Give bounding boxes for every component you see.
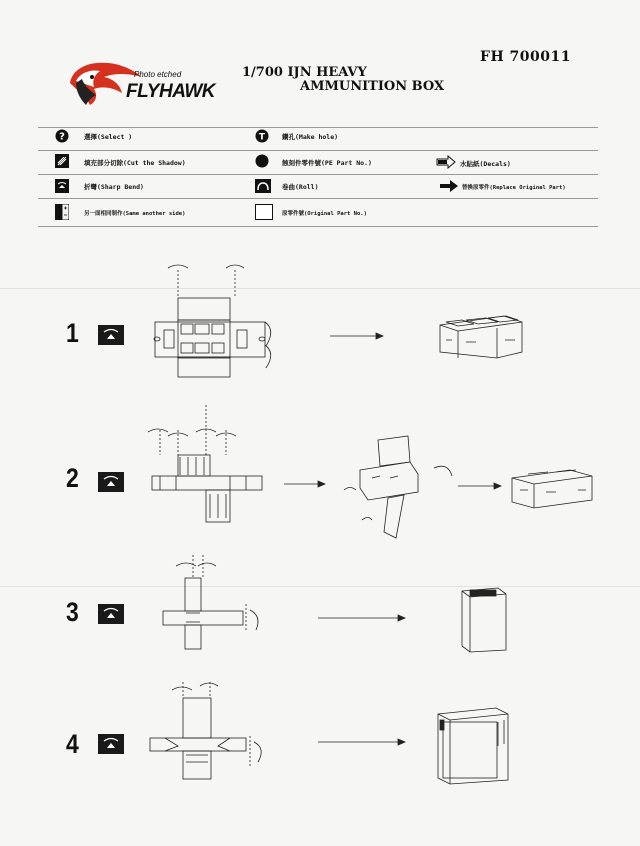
- select-icon: [55, 129, 69, 143]
- pe-part-icon: [255, 154, 269, 168]
- step3-box: [462, 588, 506, 652]
- fold-line: [0, 288, 640, 289]
- make-hole-icon: [255, 129, 269, 143]
- step4-flat-part: [150, 682, 398, 779]
- legend-cut-shadow: 填充部分切除(Cut the Shadow): [84, 159, 186, 167]
- product-code: FH 700011: [480, 49, 571, 65]
- step4-box: [438, 708, 508, 784]
- step2-flat-part: [148, 405, 318, 522]
- sharp-bend-icon: [98, 604, 124, 624]
- sharp-bend-icon: [98, 325, 124, 345]
- decals-icon: [436, 155, 456, 169]
- legend-original-part: 原零件號(Original Part No.): [282, 211, 367, 217]
- title-line-1: 1/700 IJN HEAVY: [242, 65, 367, 80]
- legend-select: 選擇(Select ): [84, 133, 133, 141]
- legend-same-side: 另一面相同制作(Same another side): [84, 211, 186, 217]
- same-side-icon: [55, 204, 69, 220]
- original-part-icon: [255, 204, 273, 220]
- cut-shadow-icon: [55, 154, 69, 168]
- legend-rule: [38, 198, 598, 199]
- legend-replace-part: 替換原零件(Replace Original Part): [462, 185, 566, 191]
- legend-rule: [38, 127, 598, 128]
- sharp-bend-icon: [98, 472, 124, 492]
- replace-arrow-icon: [440, 180, 458, 192]
- flyhawk-logo: [62, 55, 227, 110]
- legend-pe-part: 蝕刻件零件號(PE Part No.): [282, 159, 372, 167]
- step2-exploded-box: [344, 436, 494, 538]
- roll-icon: [255, 179, 271, 193]
- step2-box: [512, 470, 592, 508]
- legend-rule: [38, 150, 598, 151]
- legend-roll: 卷曲(Roll): [282, 183, 319, 191]
- logo-tagline: Photo etched: [134, 70, 182, 79]
- logo-brand: FLYHAWK: [126, 81, 216, 102]
- legend-decals: 水貼紙(Decals): [460, 160, 511, 168]
- title-line-2: AMMUNITION BOX: [300, 79, 445, 94]
- legend-rule: [38, 226, 598, 227]
- step1-box: [440, 316, 522, 358]
- svg-text:?: ?: [59, 131, 65, 143]
- sharp-bend-icon: [55, 179, 69, 193]
- fold-line: [0, 586, 640, 587]
- step1-flat-part: [154, 265, 376, 377]
- legend-sharp-bend: 折彎(Sharp Bend): [84, 183, 144, 191]
- step-number-3: 3: [66, 597, 79, 627]
- step-number-1: 1: [66, 318, 79, 348]
- legend-make-hole: 鑽孔(Make hole): [282, 133, 339, 141]
- step-number-4: 4: [66, 729, 79, 759]
- sharp-bend-icon: [98, 734, 124, 754]
- svg-text:T: T: [258, 132, 266, 143]
- step-number-2: 2: [66, 463, 79, 493]
- legend-rule: [38, 174, 598, 175]
- step3-flat-part: [163, 555, 398, 649]
